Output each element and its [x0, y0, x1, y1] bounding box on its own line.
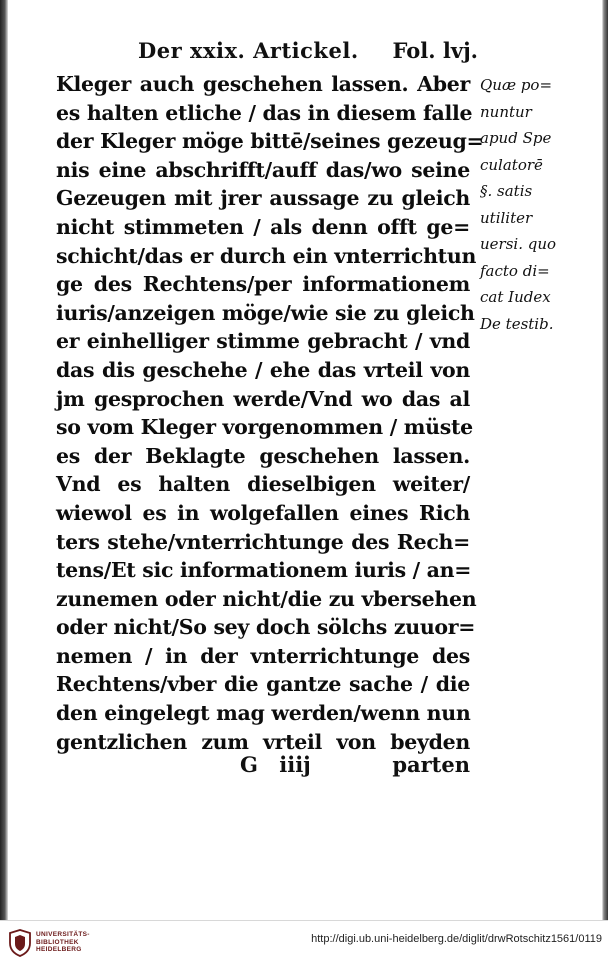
marginal-line: cat Iudex: [480, 288, 551, 306]
text-line: so vom Kleger vorgenommen / müste: [56, 415, 473, 440]
running-header: [138, 38, 478, 68]
text-line: es halten etliche / das in diesem falle: [56, 100, 473, 125]
text-line: iuris/anzeigen möge/wie sie zu gleich: [56, 300, 475, 325]
main-text-block: [56, 70, 484, 756]
marginal-line: §. satis: [480, 182, 533, 200]
text-line: nis eine abschrifft/auff das/wo seine: [56, 157, 470, 182]
university-library-logo-icon[interactable]: [8, 929, 32, 957]
permalink-url[interactable]: http://digi.ub.uni-heidelberg.de/diglit/drwRotschitz1561/0119: [311, 933, 602, 945]
marginal-line: Quæ po=: [480, 76, 553, 94]
text-line: jm gesprochen werde/Vnd wo das al: [56, 386, 470, 411]
text-line: nemen / in der vnterrichtunge des: [56, 643, 470, 668]
marginal-line: De testib.: [480, 314, 554, 333]
marginal-line: nuntur: [480, 102, 532, 121]
folio-number: Fol. lvj.: [392, 38, 478, 63]
text-line: gentzlichen zum vrteil von beyden: [56, 729, 470, 754]
page-foot: [56, 752, 470, 784]
text-line: ters stehe/vnterrichtunge des Rech=: [56, 529, 470, 554]
text-line: Vnd es halten dieselbigen weiter/: [56, 472, 470, 497]
text-line: den eingelegt mag werden/wenn nun: [56, 701, 471, 726]
text-line: es der Beklagte geschehen lassen.: [56, 443, 470, 468]
text-line: ge des Rechtens/per informationem: [56, 272, 470, 297]
text-line: tens/Et sic informationem iuris / an=: [56, 558, 472, 583]
text-line: das dis geschehe / ehe das vrteil von: [56, 357, 470, 382]
text-line: Kleger auch geschehen lassen. Aber: [56, 72, 470, 96]
library-name: [36, 931, 90, 954]
marginal-line: uersi. quo: [480, 235, 557, 253]
text-line: Gezeugen mit jrer aussage zu gleich: [56, 186, 470, 211]
text-line: nicht stimmeten / als denn offt ge=: [56, 214, 470, 239]
page-edge-left: [0, 0, 8, 920]
marginal-line: utiliter: [480, 208, 533, 227]
marginal-line: culatorē: [480, 155, 543, 174]
text-line: er einhelliger stimme gebracht / vnd: [56, 329, 470, 354]
text-line: Rechtens/vber die gantze sache / die: [56, 672, 470, 697]
text-line: wiewol es in wolgefallen eines Rich: [56, 500, 470, 525]
text-line: der Kleger möge bittē/seines gezeug=: [56, 129, 484, 154]
library-name-line: UNIVERSITÄTS-: [36, 931, 90, 938]
marginal-line: apud Spe: [480, 129, 552, 147]
viewer-footer: [0, 920, 608, 965]
text-line: oder nicht/So sey doch sölchs zuuor=: [56, 615, 476, 640]
marginal-line: facto di=: [480, 261, 550, 280]
text-line: zunemen oder nicht/die zu vbersehen: [56, 586, 477, 611]
running-head: Der xxix. Artickel.: [138, 38, 359, 63]
catchword: parten: [392, 752, 470, 777]
marginal-note: [480, 72, 580, 337]
library-name-line: BIBLIOTHEK: [36, 938, 79, 946]
page-edge-right: [602, 0, 608, 920]
library-name-line: HEIDELBERG: [36, 946, 82, 953]
signature-mark: G iiij: [240, 752, 311, 777]
text-line: schicht/das er durch ein vnterrichtun: [56, 243, 477, 268]
